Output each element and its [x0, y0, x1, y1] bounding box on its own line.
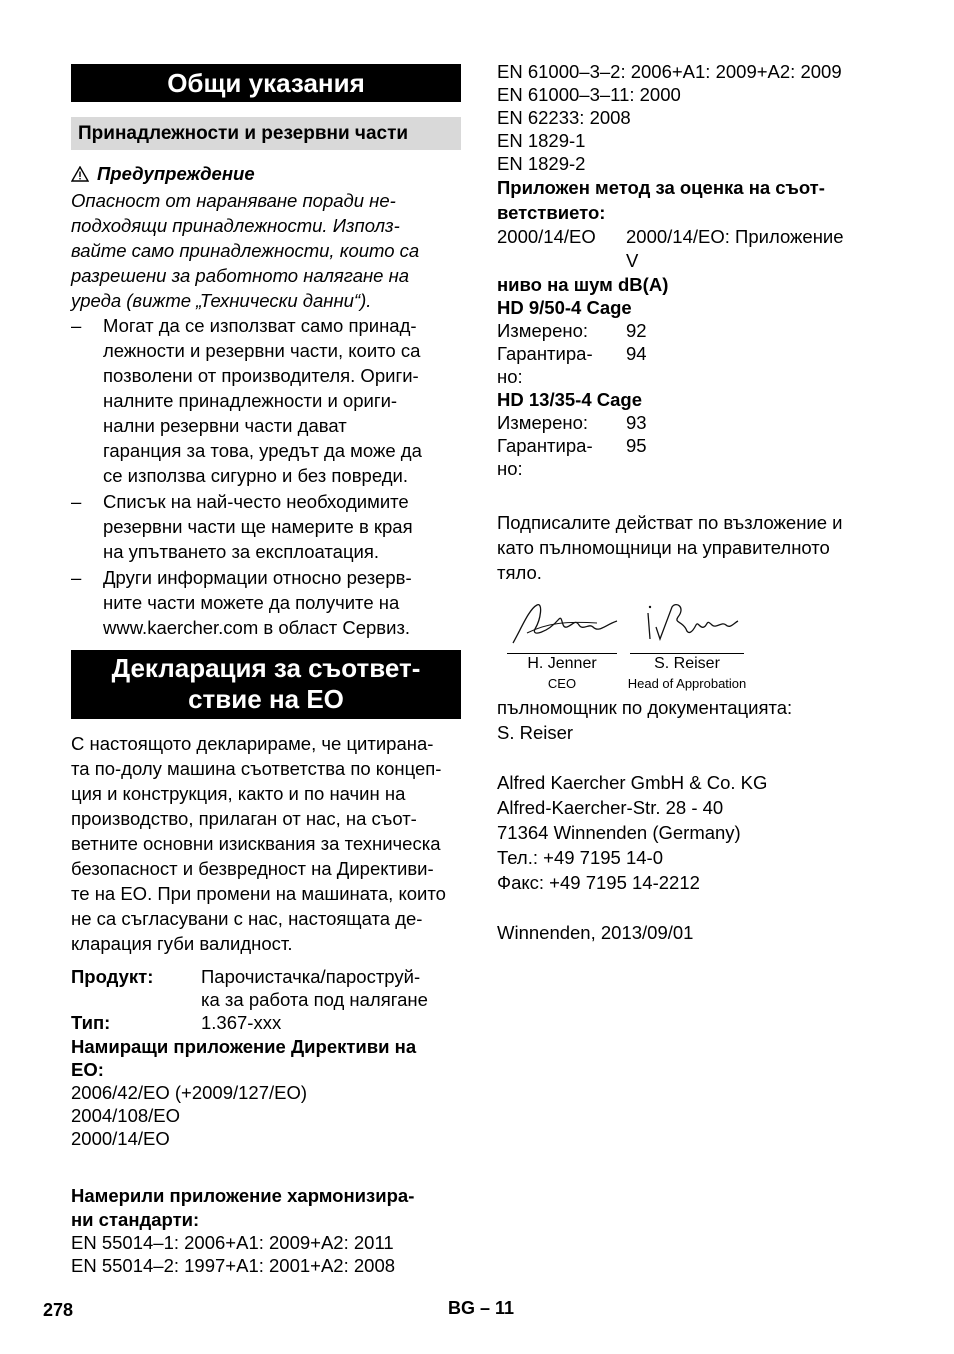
address-line: Факс: +49 7195 14-2212 [497, 872, 700, 893]
declaration-title-line: Декларация за съответ- [111, 653, 421, 683]
section-page-label: BG – 11 [448, 1298, 515, 1318]
product-value: Парочистачка/пароструй- [201, 966, 421, 987]
address-line: Alfred Kaercher GmbH & Co. KG [497, 772, 768, 793]
place-date: Winnenden, 2013/09/01 [497, 922, 694, 943]
standard-item: EN 55014–1: 2006+A1: 2009+A2: 2011 [71, 1232, 394, 1253]
standard-item: EN 62233: 2008 [497, 107, 631, 128]
standards-label-line: ни стандарти: [71, 1209, 200, 1230]
signature-jenner-image [507, 599, 619, 647]
bullet-dash: – [71, 315, 82, 336]
signers-text [497, 510, 897, 585]
signature-reiser [622, 599, 752, 694]
warning-line: уреда (вижте „Технически данни“). [71, 290, 372, 311]
guaranteed-label: но: [497, 366, 523, 387]
declaration-line: производство, прилаган от нас, на съот- [71, 808, 417, 829]
measured-label: Измерено: [497, 412, 589, 433]
declaration-line: ветните основни изисквания за техническа [71, 833, 441, 854]
signers-line: като пълномощници на управителното [497, 537, 830, 558]
documentation-name: S. Reiser [497, 722, 574, 743]
measured-value: 93 [626, 412, 647, 433]
method-directive: 2000/14/ЕО [497, 226, 596, 247]
measured-label: Измерено: [497, 320, 589, 341]
page-number: 278 [43, 1300, 74, 1320]
noise-label: ниво на шум dB(A) [497, 274, 669, 295]
product-row [71, 964, 461, 1011]
measured-value: 92 [626, 320, 647, 341]
directive-item: 2004/108/ЕО [71, 1105, 181, 1126]
company-address [497, 770, 897, 895]
section-title-general: Общи указания [71, 64, 461, 102]
documentation-label: пълномощник по документацията: [497, 697, 793, 718]
signers-line: Подписалите действат по възложение и [497, 512, 843, 533]
documentation-agent [497, 695, 897, 745]
product-label: Продукт: [71, 966, 154, 987]
warning-line: вайте само принадлежности, които са [71, 240, 420, 261]
address-line: Alfred-Kaercher-Str. 28 - 40 [497, 797, 724, 818]
subheading-accessories: Принадлежности и резервни части [71, 117, 461, 150]
bullet-line: се използва сигурно и без повреди. [103, 465, 408, 486]
list-item [71, 565, 461, 640]
bullet-line: www.kaercher.com в област Сервиз. [103, 617, 411, 638]
warning-line: Опасност от нараняване поради не- [71, 190, 396, 211]
warning-line: подходящи принадлежности. Използ- [71, 215, 400, 236]
warning-triangle-icon [71, 166, 89, 182]
method-value: 2000/14/ЕО: Приложение [626, 226, 844, 247]
standard-item: EN 55014–2: 1997+A1: 2001+A2: 2008 [71, 1255, 396, 1276]
bullet-line: позволени от производителя. Ориги- [103, 365, 419, 386]
warning-heading [71, 161, 461, 186]
model-name: HD 13/35-4 Cage [497, 389, 642, 410]
address-line: Тел.: +49 7195 14-0 [497, 847, 663, 868]
bullet-line: гаранция за това, уредът да може да [103, 440, 422, 461]
signer-role: Head of Approbation [627, 676, 747, 691]
standards-label [71, 1183, 461, 1231]
address-line: 71364 Winnenden (Germany) [497, 822, 741, 843]
declaration-title-line: ствие на ЕО [188, 684, 344, 714]
bullet-line: ните части можете да получите на [103, 592, 400, 613]
guaranteed-value: 94 [626, 343, 647, 364]
directive-item: 2006/42/ЕО (+2009/127/ЕО) [71, 1082, 308, 1103]
declaration-line: ция и конструкция, както и по начин на [71, 783, 406, 804]
bullet-line: лежности и резервни части, които са [103, 340, 421, 361]
bullet-dash: – [71, 567, 82, 588]
bullet-dash: – [71, 491, 82, 512]
warning-text [71, 188, 461, 313]
bullet-line: Списък на най-често необходимите [103, 491, 409, 512]
guaranteed-label: Гарантира- [497, 435, 593, 456]
directives-label-line: Намиращи приложение Директиви на [71, 1036, 417, 1057]
method-label-line: Приложен метод за оценка на съот- [497, 177, 825, 198]
list-item [71, 489, 461, 564]
section-title-declaration [71, 650, 461, 719]
directives-label [71, 1034, 461, 1081]
method-value: V [626, 250, 639, 271]
standards-list [71, 1231, 461, 1277]
bullet-line: резервни части ще намерите в края [103, 516, 413, 537]
standard-item: EN 61000–3–11: 2000 [497, 84, 681, 105]
declaration-line: не са съгласувани с нас, настоящата де- [71, 908, 423, 929]
declaration-line: С настоящото декларираме, че цитирана- [71, 733, 434, 754]
type-row [71, 1011, 461, 1034]
directive-item: 2000/14/ЕО [71, 1128, 170, 1149]
right-column [497, 60, 897, 945]
method-row [497, 225, 897, 273]
product-value: ка за работа под налягане [201, 989, 428, 1010]
model-block [497, 296, 897, 388]
declaration-line: та по-долу машина съответства по концеп- [71, 758, 442, 779]
standard-item: EN 1829-1 [497, 130, 586, 151]
guaranteed-value: 95 [626, 435, 647, 456]
model-name: HD 9/50-4 Cage [497, 297, 632, 318]
signer-name: H. Jenner [527, 655, 597, 672]
type-value: 1.367-xxx [201, 1012, 282, 1033]
directives-list [71, 1081, 461, 1150]
warning-title: Предупреждение [97, 163, 255, 184]
declaration-line: те на ЕО. При промени на машината, които [71, 883, 446, 904]
directives-label-line: ЕО: [71, 1059, 104, 1080]
list-item [71, 313, 461, 488]
signatures [497, 599, 897, 691]
standard-item: EN 1829-2 [497, 153, 586, 174]
bullet-line: нални резервни части дават [103, 415, 347, 436]
warning-line: разрешени за работното налягане на [71, 265, 410, 286]
standards-label-line: Намерили приложение хармонизира- [71, 1185, 415, 1206]
signers-line: тяло. [497, 562, 542, 583]
signature-jenner [507, 599, 617, 694]
model-block [497, 388, 897, 480]
guaranteed-label: но: [497, 458, 523, 479]
bullet-line: Други информации относно резерв- [103, 567, 412, 588]
signature-reiser-image [642, 599, 742, 647]
declaration-line: безопасност и безвредност на Директиви- [71, 858, 434, 879]
left-column [71, 64, 461, 1277]
bullet-line: налните принадлежности и ориги- [103, 390, 398, 411]
declaration-line: кларация губи валидност. [71, 933, 293, 954]
bullet-line: на упътването за експлоатация. [103, 541, 380, 562]
signer-role: CEO [547, 676, 577, 691]
method-label [497, 175, 897, 225]
bullet-line: Могат да се използват само принад- [103, 315, 417, 336]
method-label-line: ветствието: [497, 202, 606, 223]
declaration-text [71, 731, 461, 956]
standards-list-continued [497, 60, 897, 175]
type-label: Тип: [71, 1012, 111, 1033]
guaranteed-label: Гарантира- [497, 343, 593, 364]
standard-item: EN 61000–3–2: 2006+A1: 2009+A2: 2009 [497, 61, 842, 82]
signer-name: S. Reiser [654, 655, 720, 672]
